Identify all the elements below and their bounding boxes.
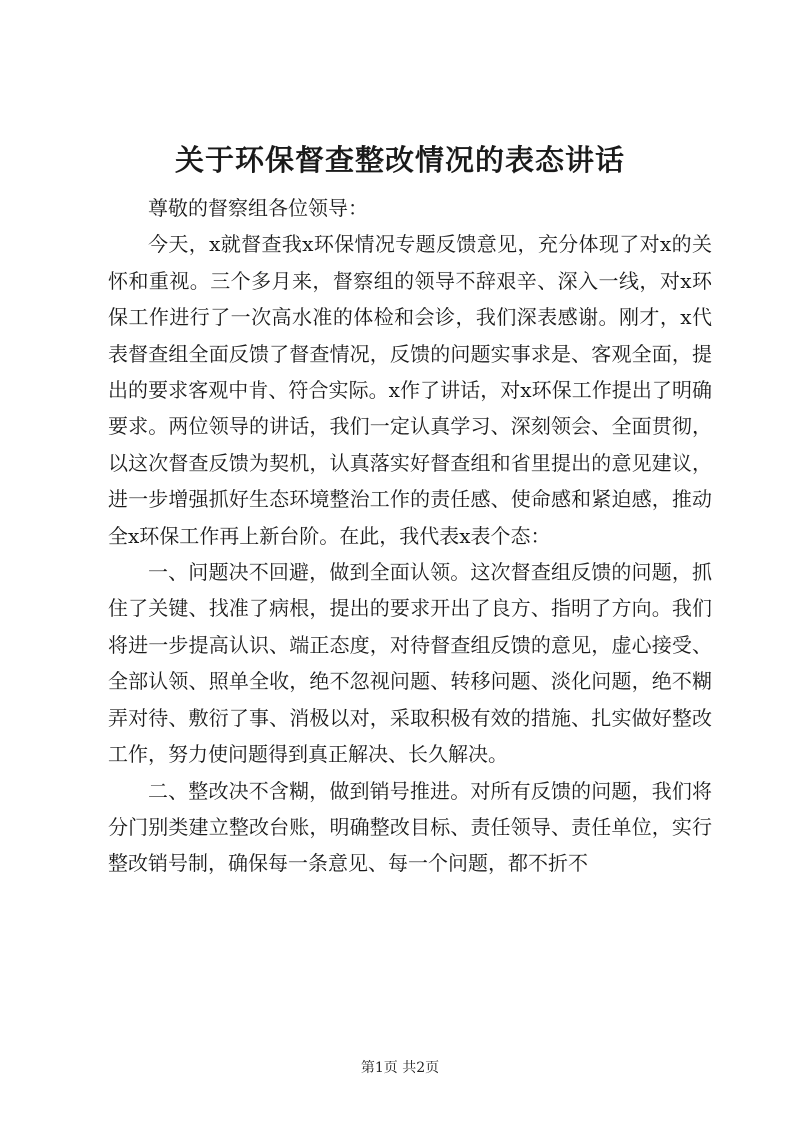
point-one-paragraph: 一、问题决不回避，做到全面认领。这次督查组反馈的问题，抓住了关键、找准了病根，提出的要求开出了良方、指明了方向。我们将进一步提高认识、端正态度，对待督查组反馈的意见，虚心接受、全部认领、照单全收，绝不忽视问题、转移问题、淡化问题，绝不糊弄对待、敷衍了事、消极以对，采取积极有效的措施、扎实做好整改工作，努力使问题得到真正解决、长久解决。 bbox=[108, 560, 712, 767]
point-two-paragraph: 二、整改决不含糊，做到销号推进。对所有反馈的问题，我们将分门别类建立整改台账，明确整改目标、责任领导、责任单位，实行整改销号制，确保每一条意见、每一个问题，都不折不 bbox=[108, 778, 712, 876]
intro-paragraph: 今天，x就督查我x环保情况专题反馈意见，充分体现了对x的关怀和重视。三个多月来，督察组的领导不辞艰辛、深入一线，对x环保工作进行了一次高水准的体检和会诊，我们深表感谢。刚才，x代表督查组全面反馈了督查情况，反馈的问题实事求是、客观全面，提出的要求客观中肯、符合实际。x作了讲话，对x环保工作提出了明确要求。两位领导的讲话，我们一定认真学习、深刻领会、全面贯彻，以这次督查反馈为契机，认真落实好督查组和省里提出的意见建议，进一步增强抓好生态环境整治工作的责任感、使命感和紧迫感，推动全x环保工作再上新台阶。在此，我代表x表个态： bbox=[108, 232, 712, 548]
document-title: 关于环保督查整改情况的表态讲话 bbox=[174, 143, 625, 177]
document-body bbox=[108, 190, 712, 882]
page-number-footer: 第1页 共2页 bbox=[360, 1060, 440, 1076]
salutation-paragraph: 尊敬的督察组各位领导： bbox=[148, 196, 368, 220]
